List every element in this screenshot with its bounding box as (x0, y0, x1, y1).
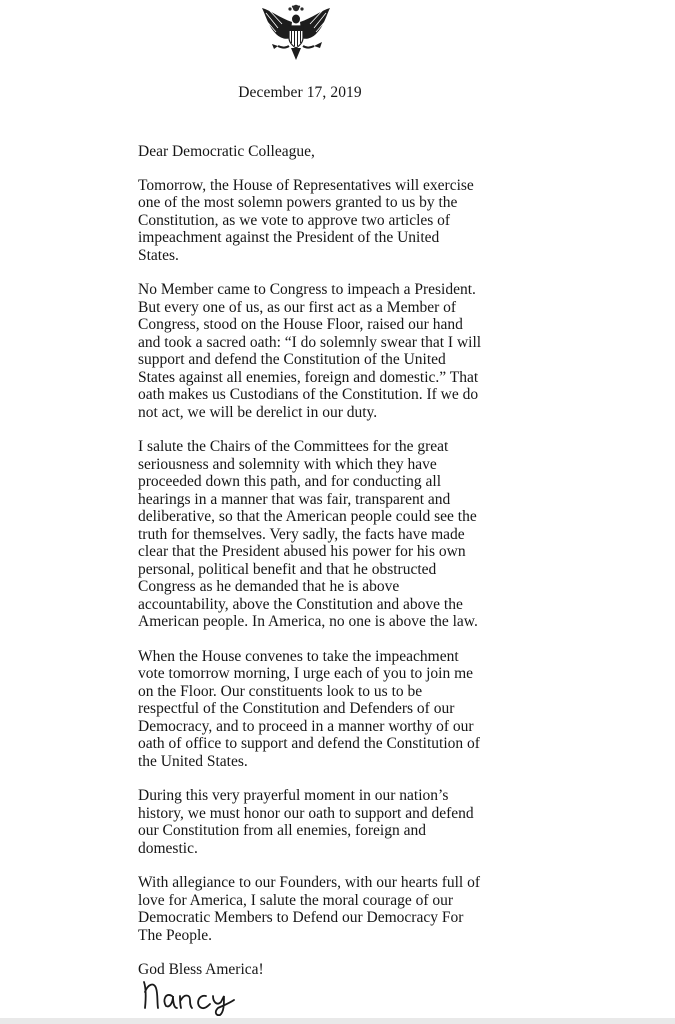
signature (140, 968, 250, 1016)
paragraph: No Member came to Congress to impeach a President. But every one of us, as our first act as a Member of Congress, stood on the House Floor, raised our hand and took a sacred oath: “I do solemnly swear that I will support and defend the Constitution of the United States against all enemies, foreign and domestic.” That oath makes us Custodians of the Constitution. If we do not act, we will be derelict in our duty. (138, 281, 482, 421)
paragraph: During this very prayerful moment in our nation’s history, we must honor our oath to support and defend our Constitution from all enemies, foreign and domestic. (138, 787, 474, 857)
letter-body (138, 143, 483, 979)
salutation: Dear Democratic Colleague, (138, 143, 315, 160)
paragraph: With allegiance to our Founders, with our hearts full of love for America, I salute the moral courage of our Democratic Members to Defend our Democracy For The People. (138, 874, 481, 944)
paragraph: I salute the Chairs of the Committees for the great seriousness and solemnity with which they have proceeded down this path, and for conducting all hearings in a manner that was fair, transparent and deliberative, so that the American people could see the truth for themselves. Very sadly, the facts have made clear that the President abused his power for his own personal, political benefit and that he obstructed Congress as he demanded that he is above accountability, above the Constitution and above the American people. In America, no one is above the law. (138, 438, 478, 630)
letter-date: December 17, 2019 (238, 84, 362, 101)
paragraph: When the House convenes to take the impeachment vote tomorrow morning, I urge each of you to join me on the Floor. Our constituents look to us to be respectful of the Constitution and Defenders of our Democracy, and to proceed in a manner worthy of our oath of office to support and defend the Constitution of the United States. (138, 647, 480, 770)
page-bottom-edge (0, 1018, 675, 1024)
eagle-seal-icon (258, 4, 334, 68)
closing: God Bless America! (138, 961, 264, 978)
paragraph: Tomorrow, the House of Representatives will exercise one of the most solemn powers granted to us by the Constitution, as we vote to approve two articles of impeachment against the President of the United States. (138, 176, 474, 264)
